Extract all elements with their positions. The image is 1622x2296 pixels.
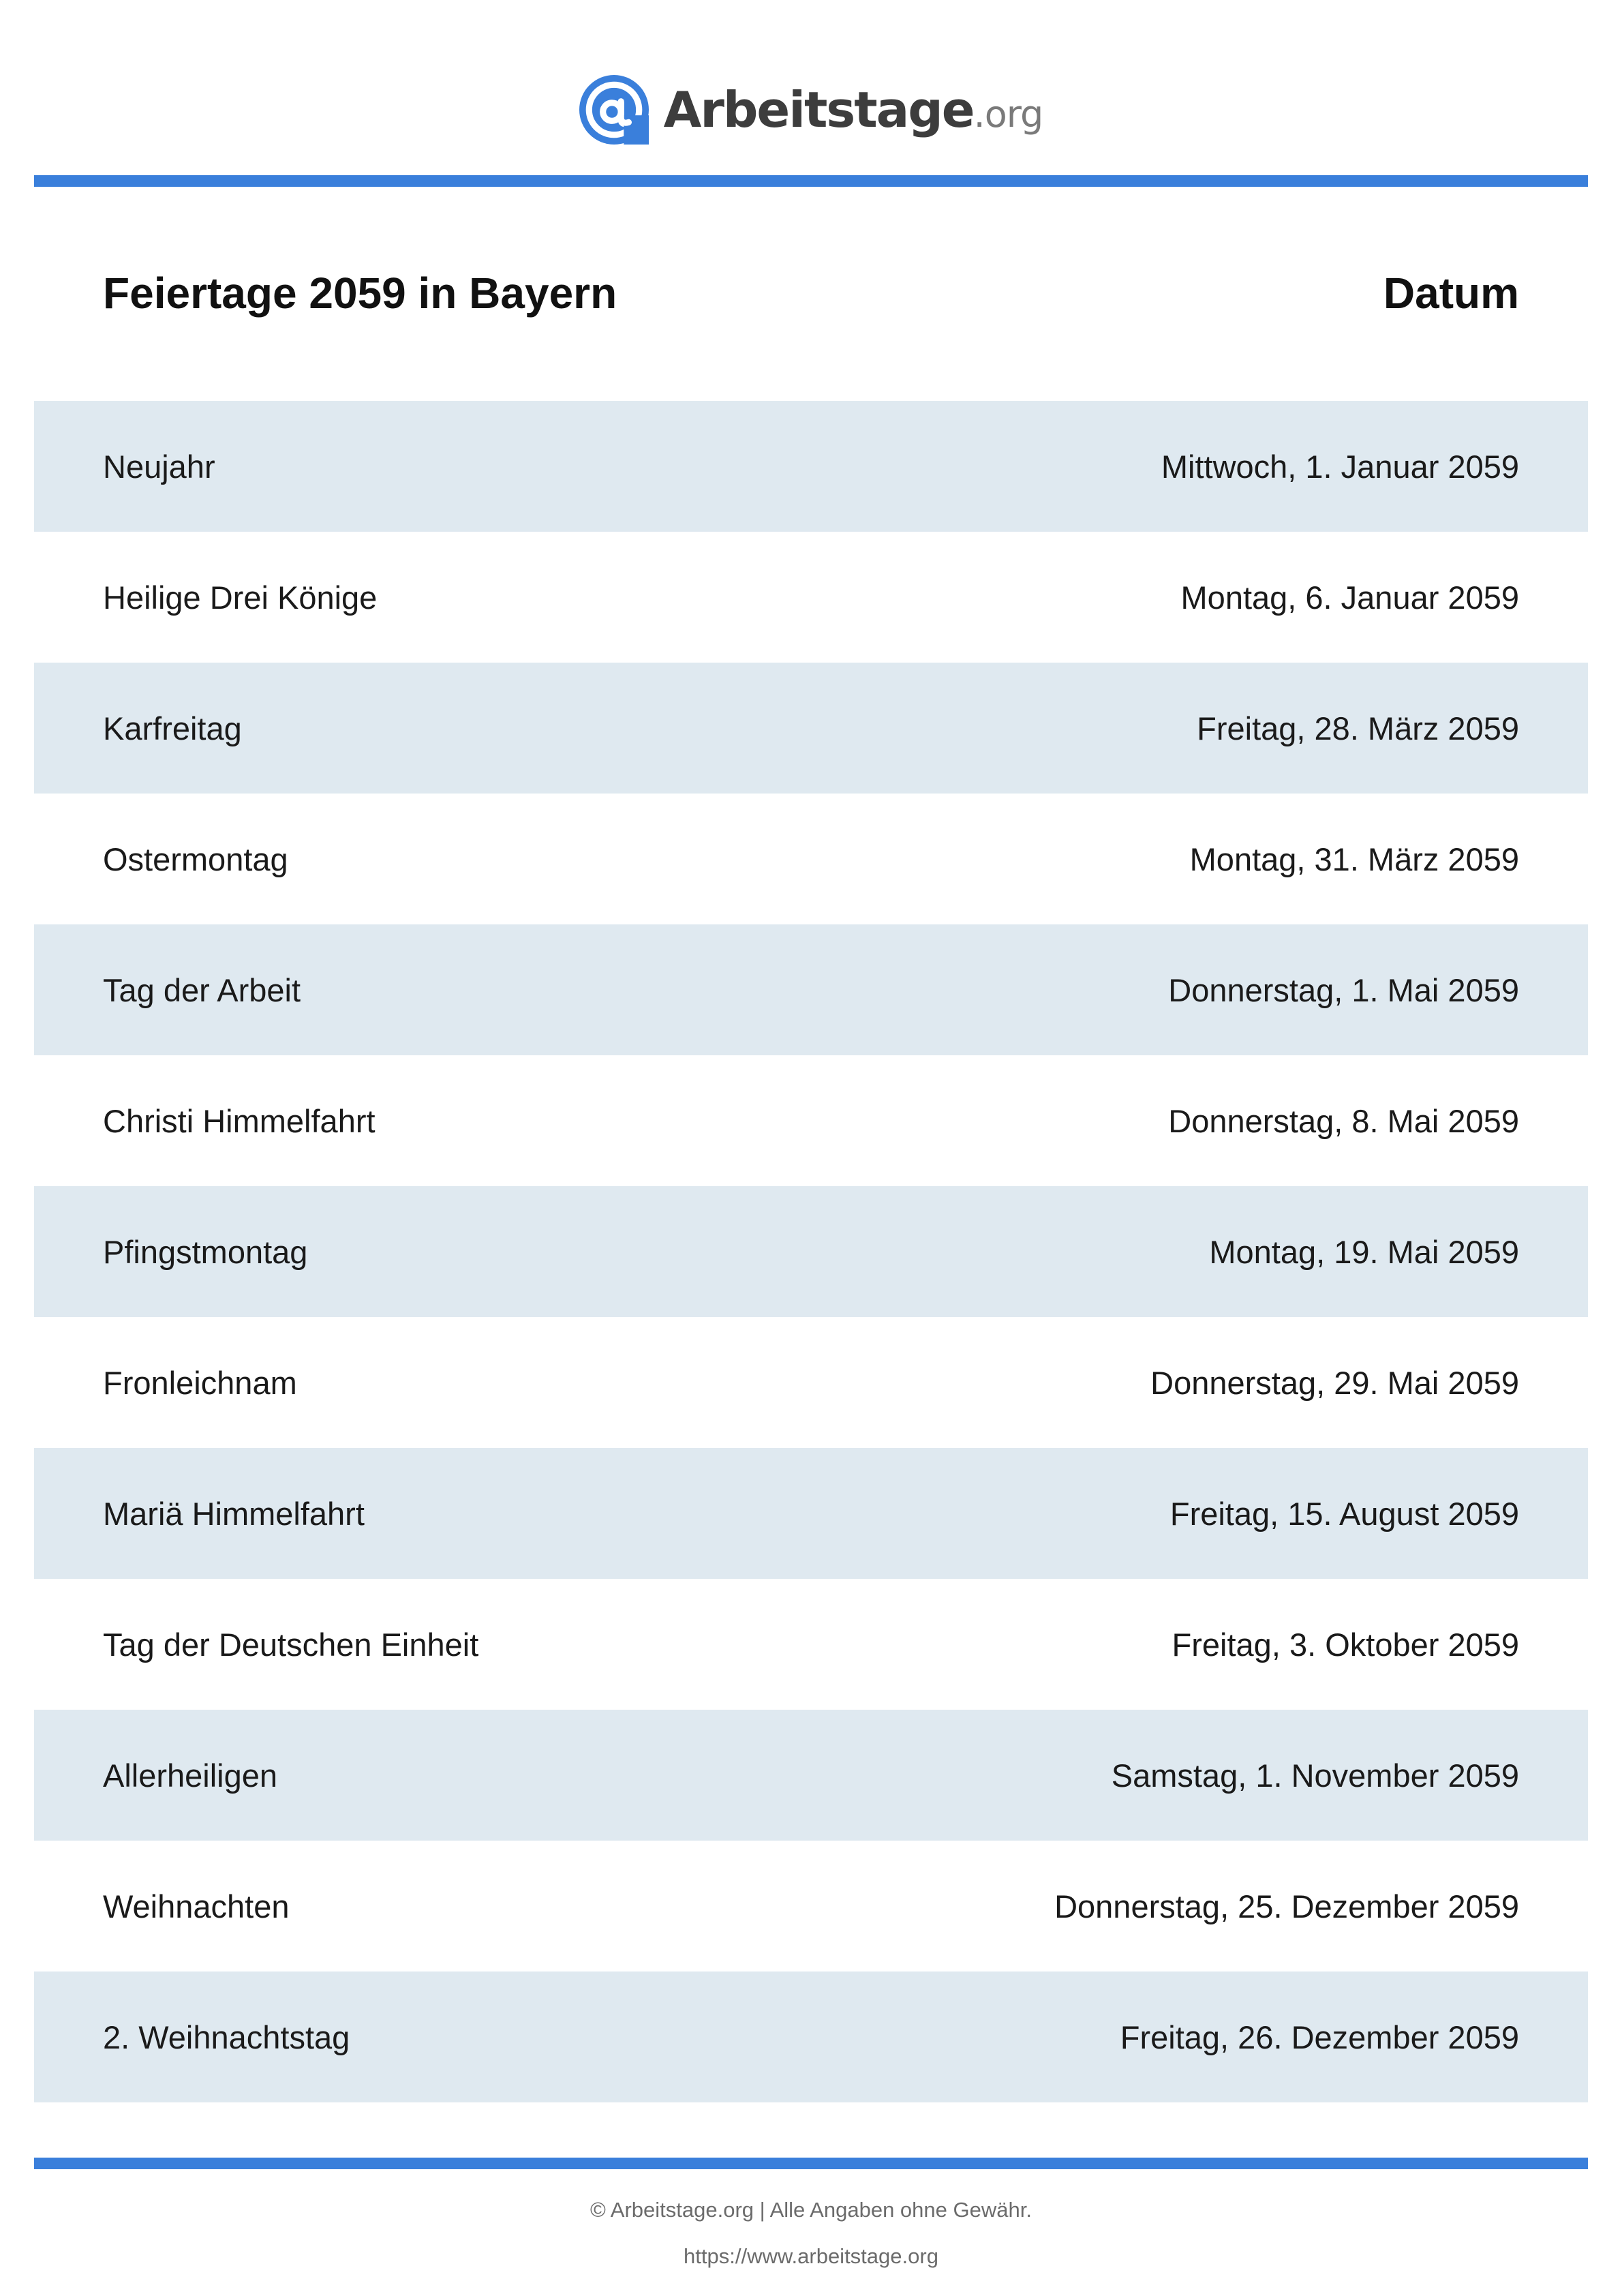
table-row (34, 1186, 1588, 1317)
holiday-date: Freitag, 28. März 2059 (1197, 710, 1519, 746)
table-row (34, 663, 1588, 794)
holiday-name: Allerheiligen (103, 1757, 278, 1794)
footer-url-link[interactable]: https://www.arbeitstage.org (684, 2244, 938, 2268)
header-divider (34, 175, 1588, 187)
table-row (34, 1841, 1588, 1972)
logo-name: Arbeitstage (663, 81, 974, 138)
table-header (34, 252, 1588, 334)
footer-divider (34, 2158, 1588, 2169)
holiday-name: Fronleichnam (103, 1364, 297, 1401)
holiday-date: Montag, 6. Januar 2059 (1180, 579, 1519, 616)
table-row (34, 924, 1588, 1055)
holiday-date: Montag, 31. März 2059 (1189, 841, 1519, 877)
holiday-name: Neujahr (103, 448, 215, 485)
table-row (34, 1317, 1588, 1448)
table-row (34, 1579, 1588, 1710)
at-sign-icon (579, 75, 649, 145)
holiday-name: 2. Weihnachtstag (103, 2019, 350, 2055)
table-row (34, 1448, 1588, 1579)
holiday-date: Freitag, 3. Oktober 2059 (1172, 1626, 1519, 1663)
holiday-name: Christi Himmelfahrt (103, 1102, 376, 1139)
holiday-date: Donnerstag, 25. Dezember 2059 (1054, 1888, 1519, 1924)
table-title: Feiertage 2059 in Bayern (103, 269, 617, 318)
holiday-date: Donnerstag, 29. Mai 2059 (1150, 1364, 1519, 1401)
holiday-name: Mariä Himmelfahrt (103, 1495, 365, 1532)
table-row (34, 401, 1588, 532)
holiday-name: Ostermontag (103, 841, 288, 877)
holiday-date: Freitag, 15. August 2059 (1169, 1495, 1519, 1532)
holiday-date: Montag, 19. Mai 2059 (1209, 1233, 1519, 1270)
holiday-date: Donnerstag, 1. Mai 2059 (1168, 971, 1519, 1008)
table-row (34, 1972, 1588, 2102)
holiday-name: Tag der Deutschen Einheit (103, 1626, 479, 1663)
table-row (34, 1055, 1588, 1186)
date-column-header: Datum (1383, 269, 1519, 318)
holiday-name: Weihnachten (103, 1888, 290, 1924)
holiday-name: Tag der Arbeit (103, 971, 301, 1008)
holiday-date: Mittwoch, 1. Januar 2059 (1161, 448, 1519, 485)
logo-tld: .org (973, 93, 1043, 136)
holiday-name: Heilige Drei Könige (103, 579, 378, 616)
holiday-table (34, 401, 1588, 2102)
table-row (34, 794, 1588, 924)
logo-wordmark (663, 81, 1043, 138)
holiday-date: Donnerstag, 8. Mai 2059 (1168, 1102, 1519, 1139)
site-logo[interactable] (0, 72, 1622, 147)
table-row (34, 1710, 1588, 1841)
holiday-name: Karfreitag (103, 710, 242, 746)
footer-copyright: © Arbeitstage.org | Alle Angaben ohne Gewähr. (590, 2198, 1032, 2222)
table-row (34, 532, 1588, 663)
holiday-date: Freitag, 26. Dezember 2059 (1120, 2019, 1519, 2055)
holiday-name: Pfingstmontag (103, 1233, 308, 1270)
holiday-date: Samstag, 1. November 2059 (1111, 1757, 1519, 1794)
